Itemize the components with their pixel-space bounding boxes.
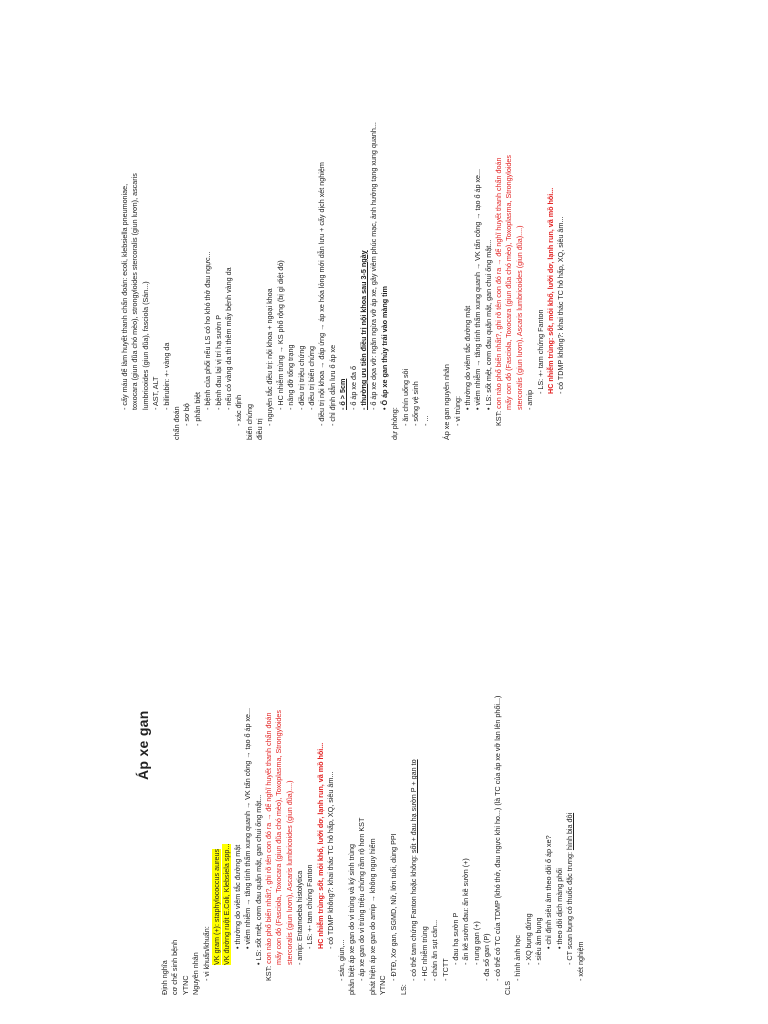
infection-syndrome-text: HC nhiễm trùng: sốt, mỏi khổ, lưỡi dơ, lạnh run, vã mồ hôi... bbox=[315, 742, 325, 949]
ytnc-repeat: YTNC bbox=[378, 975, 388, 995]
ct-item: CT scan bụng có thuốc đặc trưng: bbox=[565, 852, 575, 961]
amip-item: - amip: Entamoeba histolytica bbox=[295, 565, 305, 995]
xray-item: - XQ bụng đứng bbox=[524, 565, 534, 995]
imaging-item: - hình ảnh học bbox=[513, 565, 523, 995]
pathogenesis-label: cơ chế sinh bệnh bbox=[170, 939, 180, 995]
infection-syndrome-text-right: HC nhiễm trùng: sốt, mỏi khổ, lưỡi dơ, lạnh run, vã mồ hôi... bbox=[546, 187, 556, 394]
ls-label: LS: bbox=[398, 984, 408, 995]
page-title: Áp xe gan bbox=[135, 710, 151, 780]
gram-positive-highlight: VK gram (+): staphylococcus aureus bbox=[211, 848, 221, 965]
liver-tests-item: - AST, ALT bbox=[151, 50, 161, 440]
bilirubin-item: - bilirubin: +- vàng da bbox=[162, 50, 172, 440]
kst-label: KST: bbox=[263, 965, 273, 981]
fanton-item: - LS: +- tam chứng Fanton bbox=[305, 565, 315, 995]
ultrasound-item: - siêu âm bụng bbox=[534, 565, 544, 995]
drain-note: • Ổ áp xe gan thủy trái vào màng tim bbox=[380, 50, 390, 440]
treatment-label: điều trị bbox=[255, 418, 265, 440]
complications-label: biến chứng bbox=[244, 404, 254, 440]
cls-label: CLS bbox=[502, 981, 512, 995]
biliary-bacteria-highlight: VK đường ruột E.Coli, Klebsiela spp... bbox=[222, 843, 232, 965]
surgery-note: - thường ưu tiên điều trị nội khoa sau 3-5 ngày bbox=[359, 50, 369, 440]
definition-label: Định nghĩa bbox=[160, 960, 169, 995]
right-column: - cấy máu để làm huyết thanh chẩn đoán: ecoli, klebsiella pneumoniae, toxocara (giun đũa chó mèo), strongyloides stercoralis (giun lươn), ascaris lumbricoides (giun đũa), fasciola (Sán...) - AST, ALT - bilirubin: +- vàng da chẩn đoán - sơ bộ - phân biệt - bệnh của phổi nếu LS có ho khó thở đau ngực... - bệnh đau lại vị trí hạ sườn P - nếu có vàng da thì thêm mấy bệnh vàng da - xác định biến chứng điều trị - nguyên tắc điều trị: nội khoa + ngoại khoa - HC nhiễm trùng → KS phổ rộng (bị gì diệt đó) - nâng đỡ tổng trạng - điều trị triệu chứng - điều trị biến chứng - điều trị nội khoa → đáp ứng → áp xe hóa lỏng mới dẫn lưu + cấy dịch xét nghiệm - chỉ định dẫn lưu ổ áp xe - ổ > 5cm - ổ áp xe đa ổ - thường ưu tiên điều trị nội khoa sau 3-5 ngày - ổ áp xe dọa vỡ: ngăn ngừa vỡ áp xe, gây viêm phúc mạc, ảnh hưởng tạng xung quanh... • Ổ áp xe gan thủy trái vào màng tim dự phòng: - ăn chín uống sôi - sống vệ sinh - ... Áp xe gan nguyên nhân - vi trùng: • thường do viêm tắc đường mật • viêm nhiễm → tăng tính thấm xung quanh → VK tấn công → tạo ổ áp xe... • LS: sốt mệt, cơm đau quặn mật, gan chui ống mật... KST: con nào phổ biến nhất?, ghi rõ tên con đó ra → để nghĩ huyết thanh chẩn đoán mấy con đó (Fasciola, Toxocara (giun đũa chó mèo), Toxoplasma, Strongyloides stercoralis (giun lươn), Ascaris lumbricoides (giun đũa)....) - amip - LS: +- tam chứng Fanton HC nhiễm trùng: sốt, mỏi khổ, lưỡi dơ, lạnh run, vã mồ hôi... - có TDMP không?: khai thác TC hô hấp, XQ, siêu âm... bbox=[120, 50, 567, 440]
cause-label: Nguyên nhân bbox=[191, 952, 201, 995]
left-column: Định nghĩa cơ chế sinh bệnh YTNC Nguyên nhân - vi khuẩn/khuẩn: VK gram (+): staphylococcus aureus VK đường ruột E.Coli, Klebsiela spp... • thường do viêm tắc đường mật • viêm nhiễm → tăng tính thấm xung quanh → VK tấn công → tạo ổ áp xe... • LS: sốt mệt, cơm đau quặn mật, gan chui ống mật... KST: con nào phổ biến nhất?, ghi rõ tên con đó ra → để nghĩ huyết thanh chẩn đoán mấy con đó (Fasciola, Toxocara (giun đũa chó mèo), Toxoplasma, Strongyloides stercoralis (giun lươn), Ascaris lumbricoides (giun đũa)....) - amip: Entamoeba histolytica - LS: +- tam chứng Fanton HC nhiễm trùng: sốt, mỏi khổ, lưỡi dơ, lạnh run, vã mồ hôi... - có TDMP không?: khai thác TC hô hấp, XQ, siêu âm... - sán, giun,... phân biệt áp xe gan do vi trùng và ký sinh trùng - áp xe gan do vi trùng triệu chứng rầm rộ hơn KST phát hiện áp xe gan do amip → không nguy hiểm YTNC - ĐTĐ, Xơ gan, SGMD, Nữ, lớn tuổi, dùng PPI LS: - có thể tam chứng Fanton hoặc không: sốt + đau hạ sườn P + gan to - HC nhiễm trùng - chán ăn sụt cân... - TCTT - đau hạ sườn P - ấn kẽ sườn đau: ấn kẽ sườn (+) - rung gan (+) - đa số gan (P) - có thể có TC của TDMP (khó thở, đau ngực khi ho...) (là TC của áp xe vỡ lan lên phổi...) CLS - hình ảnh học - XQ bụng đứng - siêu âm bụng • chỉ định siêu âm theo dõi ổ áp xe? • theo dõi dịch màng phổi - CT scan bụng có thuốc đặc trưng: hình bia đôi - xét nghiệm bbox=[160, 565, 586, 995]
diagnosis-label: chẩn đoán bbox=[171, 406, 181, 440]
ytnc-label: YTNC bbox=[180, 975, 190, 995]
labs-item: - xét nghiệm bbox=[576, 565, 586, 995]
ct-detail: hình bia đôi bbox=[565, 812, 575, 851]
bacterial-item: - vi khuẩn/khuẩn: bbox=[202, 565, 212, 995]
cause-heading: Áp xe gan nguyên nhân bbox=[442, 364, 452, 440]
